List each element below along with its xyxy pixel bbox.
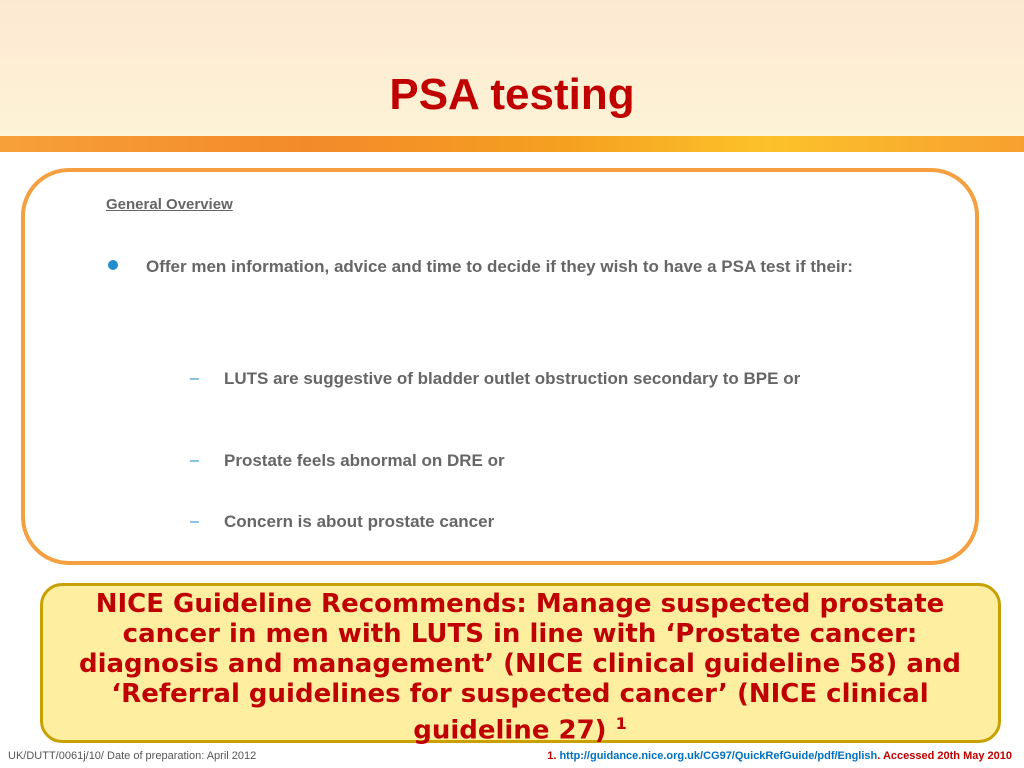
sub-item: Concern is about prostate cancer — [224, 512, 495, 531]
reference-superscript: 1 — [615, 714, 627, 733]
sub-item: Prostate feels abnormal on DRE or — [224, 451, 505, 470]
reference-link[interactable]: http://guidance.nice.org.uk/CG97/QuickRefGuide/pdf/English — [559, 750, 878, 762]
reference — [547, 750, 1012, 762]
nice-text: NICE Guideline Recommends: Manage suspected prostate cancer in men with LUTS in line with ‘Prostate cancer: diagnosis and management’ (NICE clinical guideline 58) and ‘Referral guidelines for suspected cancer’ (NICE clinical guideline 27) — [78, 589, 962, 746]
page-title: PSA testing — [389, 70, 635, 119]
dash-icon: – — [190, 513, 199, 530]
dash-icon: – — [190, 370, 199, 387]
footer-code: UK/DUTT/0061j/10/ Date of preparation: April 2012 — [8, 750, 257, 762]
bullet-text: Offer men information, advice and time to decide if they wish to have a PSA test if their: — [146, 257, 853, 276]
overview-box — [21, 168, 979, 565]
ref-number: 1. — [547, 750, 557, 762]
nice-recommendation — [70, 589, 970, 746]
ref-accessed: . Accessed 20th May 2010 — [877, 750, 1012, 762]
sub-item: LUTS are suggestive of bladder outlet obstruction secondary to BPE or — [224, 369, 801, 388]
section-heading: General Overview — [106, 196, 233, 213]
dash-icon: – — [190, 452, 199, 469]
bullet-icon — [108, 260, 118, 270]
decorative-band — [0, 136, 1024, 152]
